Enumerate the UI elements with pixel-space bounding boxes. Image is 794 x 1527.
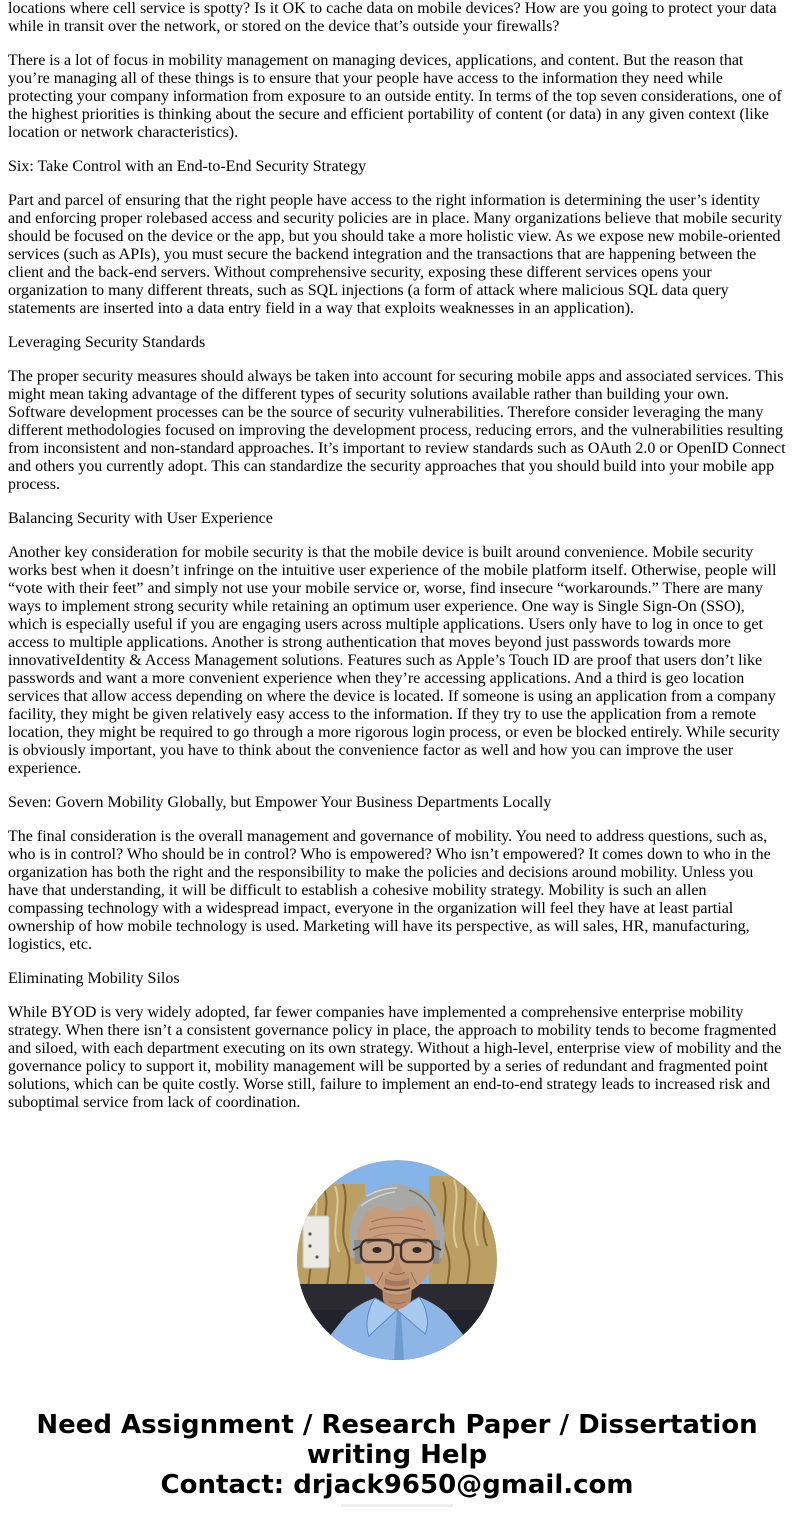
body-paragraph: While BYOD is very widely adopted, far fewer companies have implemented a comprehensive enterprise mobility strategy. When there isn’t a consistent governance policy in place, the approach to mobility tends to become fragmented and siloed, with each department executing on its own strategy. Without a high-level, enterprise view of mobility and the governance policy to support it, mobility management will be supported by a series of redundant and fragmented point solutions, which can be quite costly. Worse still, failure to implement an end-to-end strategy leads to increased risk and suboptimal service from lack of coordination. — [8, 1004, 782, 1111]
body-paragraph: locations where cell service is spotty? Is it OK to cache data on mobile devices? How are you going to protect your data while in transit over the network, or stored on the device that’s outside your firewalls? — [8, 0, 777, 35]
body-paragraph: There is a lot of focus in mobility management on managing devices, applications, and content. But the reason that you’re managing all of these things is to ensure that your people have access to the information they need while protecting your company information from exposure to an outside entity. In terms of the top seven considerations, one of the highest priorities is thinking about the secure and efficient portability of content (or data) in any given context (like location or network characteristics). — [8, 52, 782, 141]
section-heading: Eliminating Mobility Silos — [8, 970, 180, 987]
body-paragraph: The final consideration is the overall management and governance of mobility. You need to address questions, such as, who is in control? Who should be in control? Who is empowered? Who isn’t empowered? It comes down to who in the organization has both the right and the responsibility to make the policies and decisions around mobility. Unless you have that understanding, it will be difficult to establish a cohesive mobility strategy. Mobility is such an allen compassing technology with a widespread impact, everyone in the organization will feel they have at least partial ownership of how mobile technology is used. Marketing will have its perspective, as will sales, HR, manufacturing, logistics, etc. — [8, 828, 771, 953]
promo-line-2: writing Help — [306, 1440, 488, 1470]
section-heading: Leveraging Security Standards — [8, 334, 206, 351]
faded-underline — [341, 1504, 453, 1507]
promo-line-1: Need Assignment / Research Paper / Dissertation — [36, 1410, 758, 1440]
contact-email-line: Contact: drjack9650@gmail.com — [160, 1470, 634, 1500]
portrait-illustration — [297, 1160, 497, 1360]
body-paragraph: The proper security measures should always be taken into account for securing mobile apps and associated services. This might mean taking advantage of the different types of security solutions available rather than building your own. Software development processes can be the source of security vulnerabilities. Therefore consider leveraging the many different methodologies focused on improving the development process, reducing errors, and the vulnerabilities resulting from inconsistent and non-standard approaches. It’s important to review standards such as OAuth 2.0 or OpenID Connect and others you currently adopt. This can standardize the security approaches that you should build into your mobile app process. — [8, 368, 786, 493]
section-heading: Seven: Govern Mobility Globally, but Empower Your Business Departments Locally — [8, 794, 552, 811]
body-paragraph: Another key consideration for mobile security is that the mobile device is built around convenience. Mobile security works best when it doesn’t infringe on the intuitive user experience of the mobile platform itself. Otherwise, people will “vote with their feet” and simply not use your mobile service or, worse, find insecure “workarounds.” There are many ways to implement strong security while retaining an optimum user experience. One way is Single Sign-On (SSO), which is especially useful if you are engaging users across multiple applications. Users only have to log in once to get access to multiple applications. Another is strong authentication that moves beyond just passwords towards more innovativeIdentity & Access Management solutions. Features such as Apple’s Touch ID are proof that users don’t like passwords and want a more convenient experience when they’re accessing applications. And a third is geo location services that allow access depending on where the device is located. If someone is using an application from a company facility, they might be given relatively easy access to the information. If they try to use the application from a remote location, they might be required to go through a more rigorous login process, or even be blocked entirely. While security is obviously important, you have to think about the convenience factor as well and how you can improve the user experience. — [8, 544, 780, 777]
section-heading: Six: Take Control with an End-to-End Security Strategy — [8, 158, 367, 175]
body-paragraph: Part and parcel of ensuring that the right people have access to the right information is determining the user’s identity and enforcing proper rolebased access and security policies are in place. Many organizations believe that mobile security should be focused on the device or the app, but you should take a more holistic view. As we expose new mobile-oriented services (such as APIs), you must secure the backend integration and the transactions that are happening between the client and the back-end servers. Without comprehensive security, exposing these different services opens your organization to many different threats, such as SQL injections (a form of attack where malicious SQL data query statements are inserted into a data entry field in a way that exploits weaknesses in an application). — [8, 192, 783, 317]
section-heading: Balancing Security with User Experience — [8, 510, 273, 527]
author-avatar — [297, 1160, 497, 1360]
promo-heading — [8, 1410, 786, 1507]
